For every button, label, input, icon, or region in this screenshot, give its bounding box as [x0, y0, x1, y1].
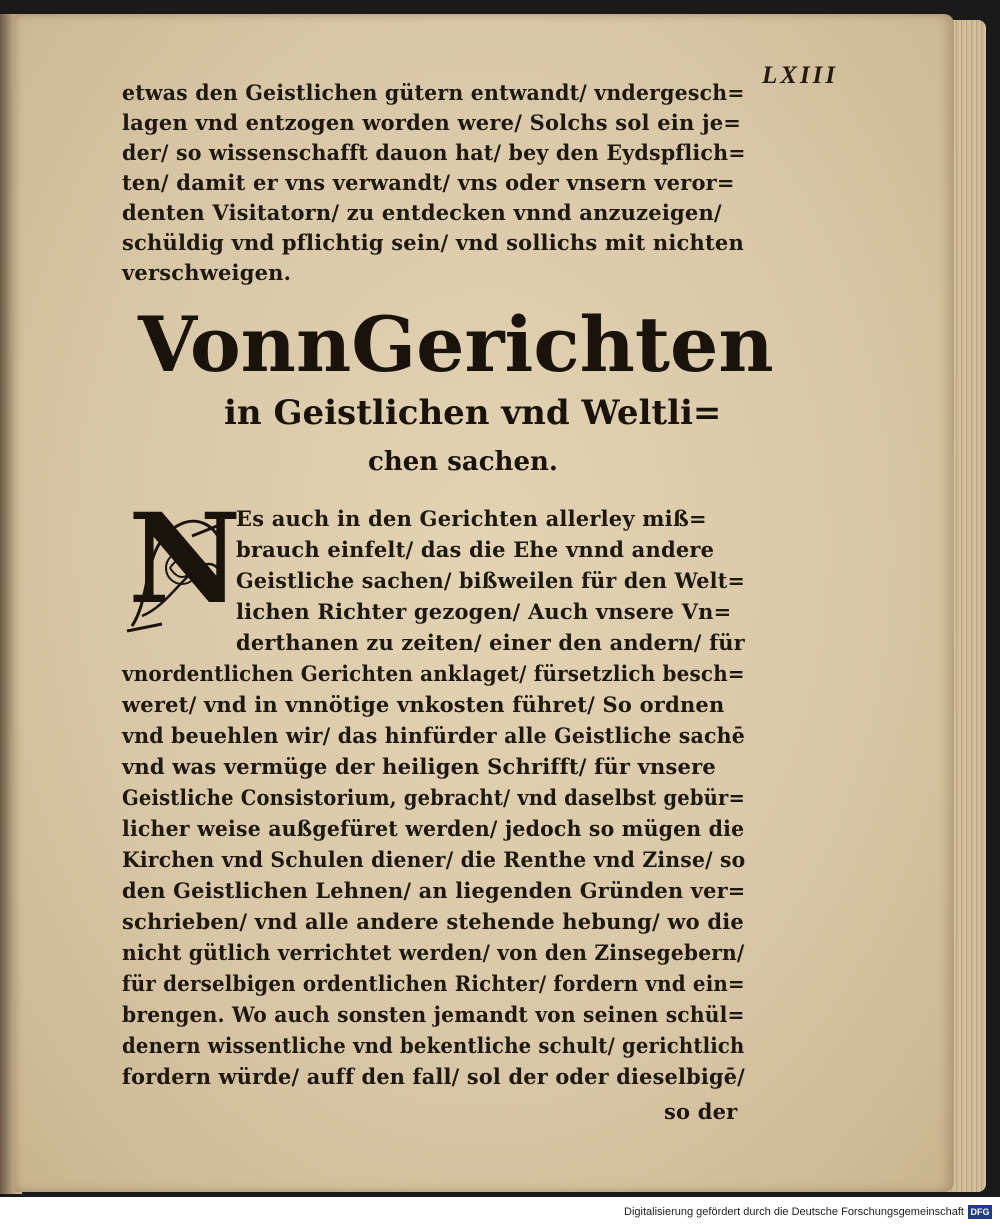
- text-line: brauch einfelt/ das die Ehe vnnd andere: [236, 537, 715, 562]
- catchword: so der: [664, 1099, 738, 1124]
- text-line: vnd beuehlen wir/ das hinfürder alle Geistliche sachē: [122, 723, 745, 748]
- text-line: lagen vnd entzogen worden were/ Solchs sol ein je=: [122, 110, 742, 135]
- text-line: vnd was vermüge der heiligen Schrifft/ für vnsere: [122, 754, 716, 779]
- text-line: verschweigen.: [122, 260, 292, 285]
- initial-letter: N: [128, 487, 242, 632]
- text-line: brengen. Wo auch sonsten jemandt von seinen schül=: [122, 1002, 745, 1027]
- text-line: schüldig vnd pflichtig sein/ vnd sollichs mit nichten: [122, 230, 744, 255]
- text-line: den Geistlichen Lehnen/ an liegenden Gründen ver=: [122, 878, 746, 903]
- text-line: fordern würde/ auff den fall/ sol der oder dieselbigē/: [122, 1064, 745, 1089]
- text-line: der/ so wissenschafft dauon hat/ bey den Eydspflich=: [122, 140, 746, 165]
- text-line: Kirchen vnd Schulen diener/ die Renthe vnd Zinse/ so: [122, 847, 746, 872]
- text-line: Es auch in den Gerichten allerley miß=: [236, 506, 707, 531]
- section-subheading: in Geistlichen vnd Weltli=: [224, 393, 722, 433]
- folio-number: LXIII: [762, 62, 839, 89]
- text-line: weret/ vnd in vnnötige vnkosten führet/ So ordnen: [122, 692, 725, 717]
- text-line: lichen Richter gezogen/ Auch vnsere Vn=: [236, 599, 732, 624]
- text-line: licher weise außgefüret werden/ jedoch so mügen die: [122, 816, 745, 841]
- section-subheading-continued: chen sachen.: [368, 447, 558, 477]
- text-line: denten Visitatorn/ zu entdecken vnnd anzuzeigen/: [122, 200, 722, 225]
- text-line: denern wissentliche vnd bekentliche schult/ gerichtlich: [122, 1033, 745, 1058]
- text-line: derthanen zu zeiten/ einer den andern/ für: [236, 630, 745, 655]
- decorated-initial: [122, 487, 242, 634]
- text-line: Geistliche sachen/ bißweilen für den Welt=: [236, 568, 745, 593]
- text-line: Geistliche Consistorium, gebracht/ vnd daselbst gebür=: [122, 785, 746, 810]
- text-line: für derselbigen ordentlichen Richter/ fordern vnd ein=: [122, 971, 745, 996]
- heading-word: Gerichten: [351, 300, 774, 389]
- footer-credit: Digitalisierung gefördert durch die Deutsche Forschungsgemeinschaft: [624, 1206, 964, 1218]
- dfg-logo-icon: DFG: [968, 1205, 992, 1219]
- heading-word: Vonn: [138, 300, 352, 389]
- text-line: schrieben/ vnd alle andere stehende hebung/ wo die: [122, 909, 744, 934]
- text-line: etwas den Geistlichen gütern entwandt/ vndergesch=: [122, 80, 745, 105]
- text-line: vnordentlichen Gerichten anklaget/ fürsetzlich besch=: [122, 661, 745, 686]
- text-line: nicht gütlich verrichtet werden/ von den Zinsegebern/: [122, 940, 745, 965]
- section-heading: [138, 300, 774, 389]
- text-line: ten/ damit er vns verwandt/ vns oder vnsern veror=: [122, 170, 735, 195]
